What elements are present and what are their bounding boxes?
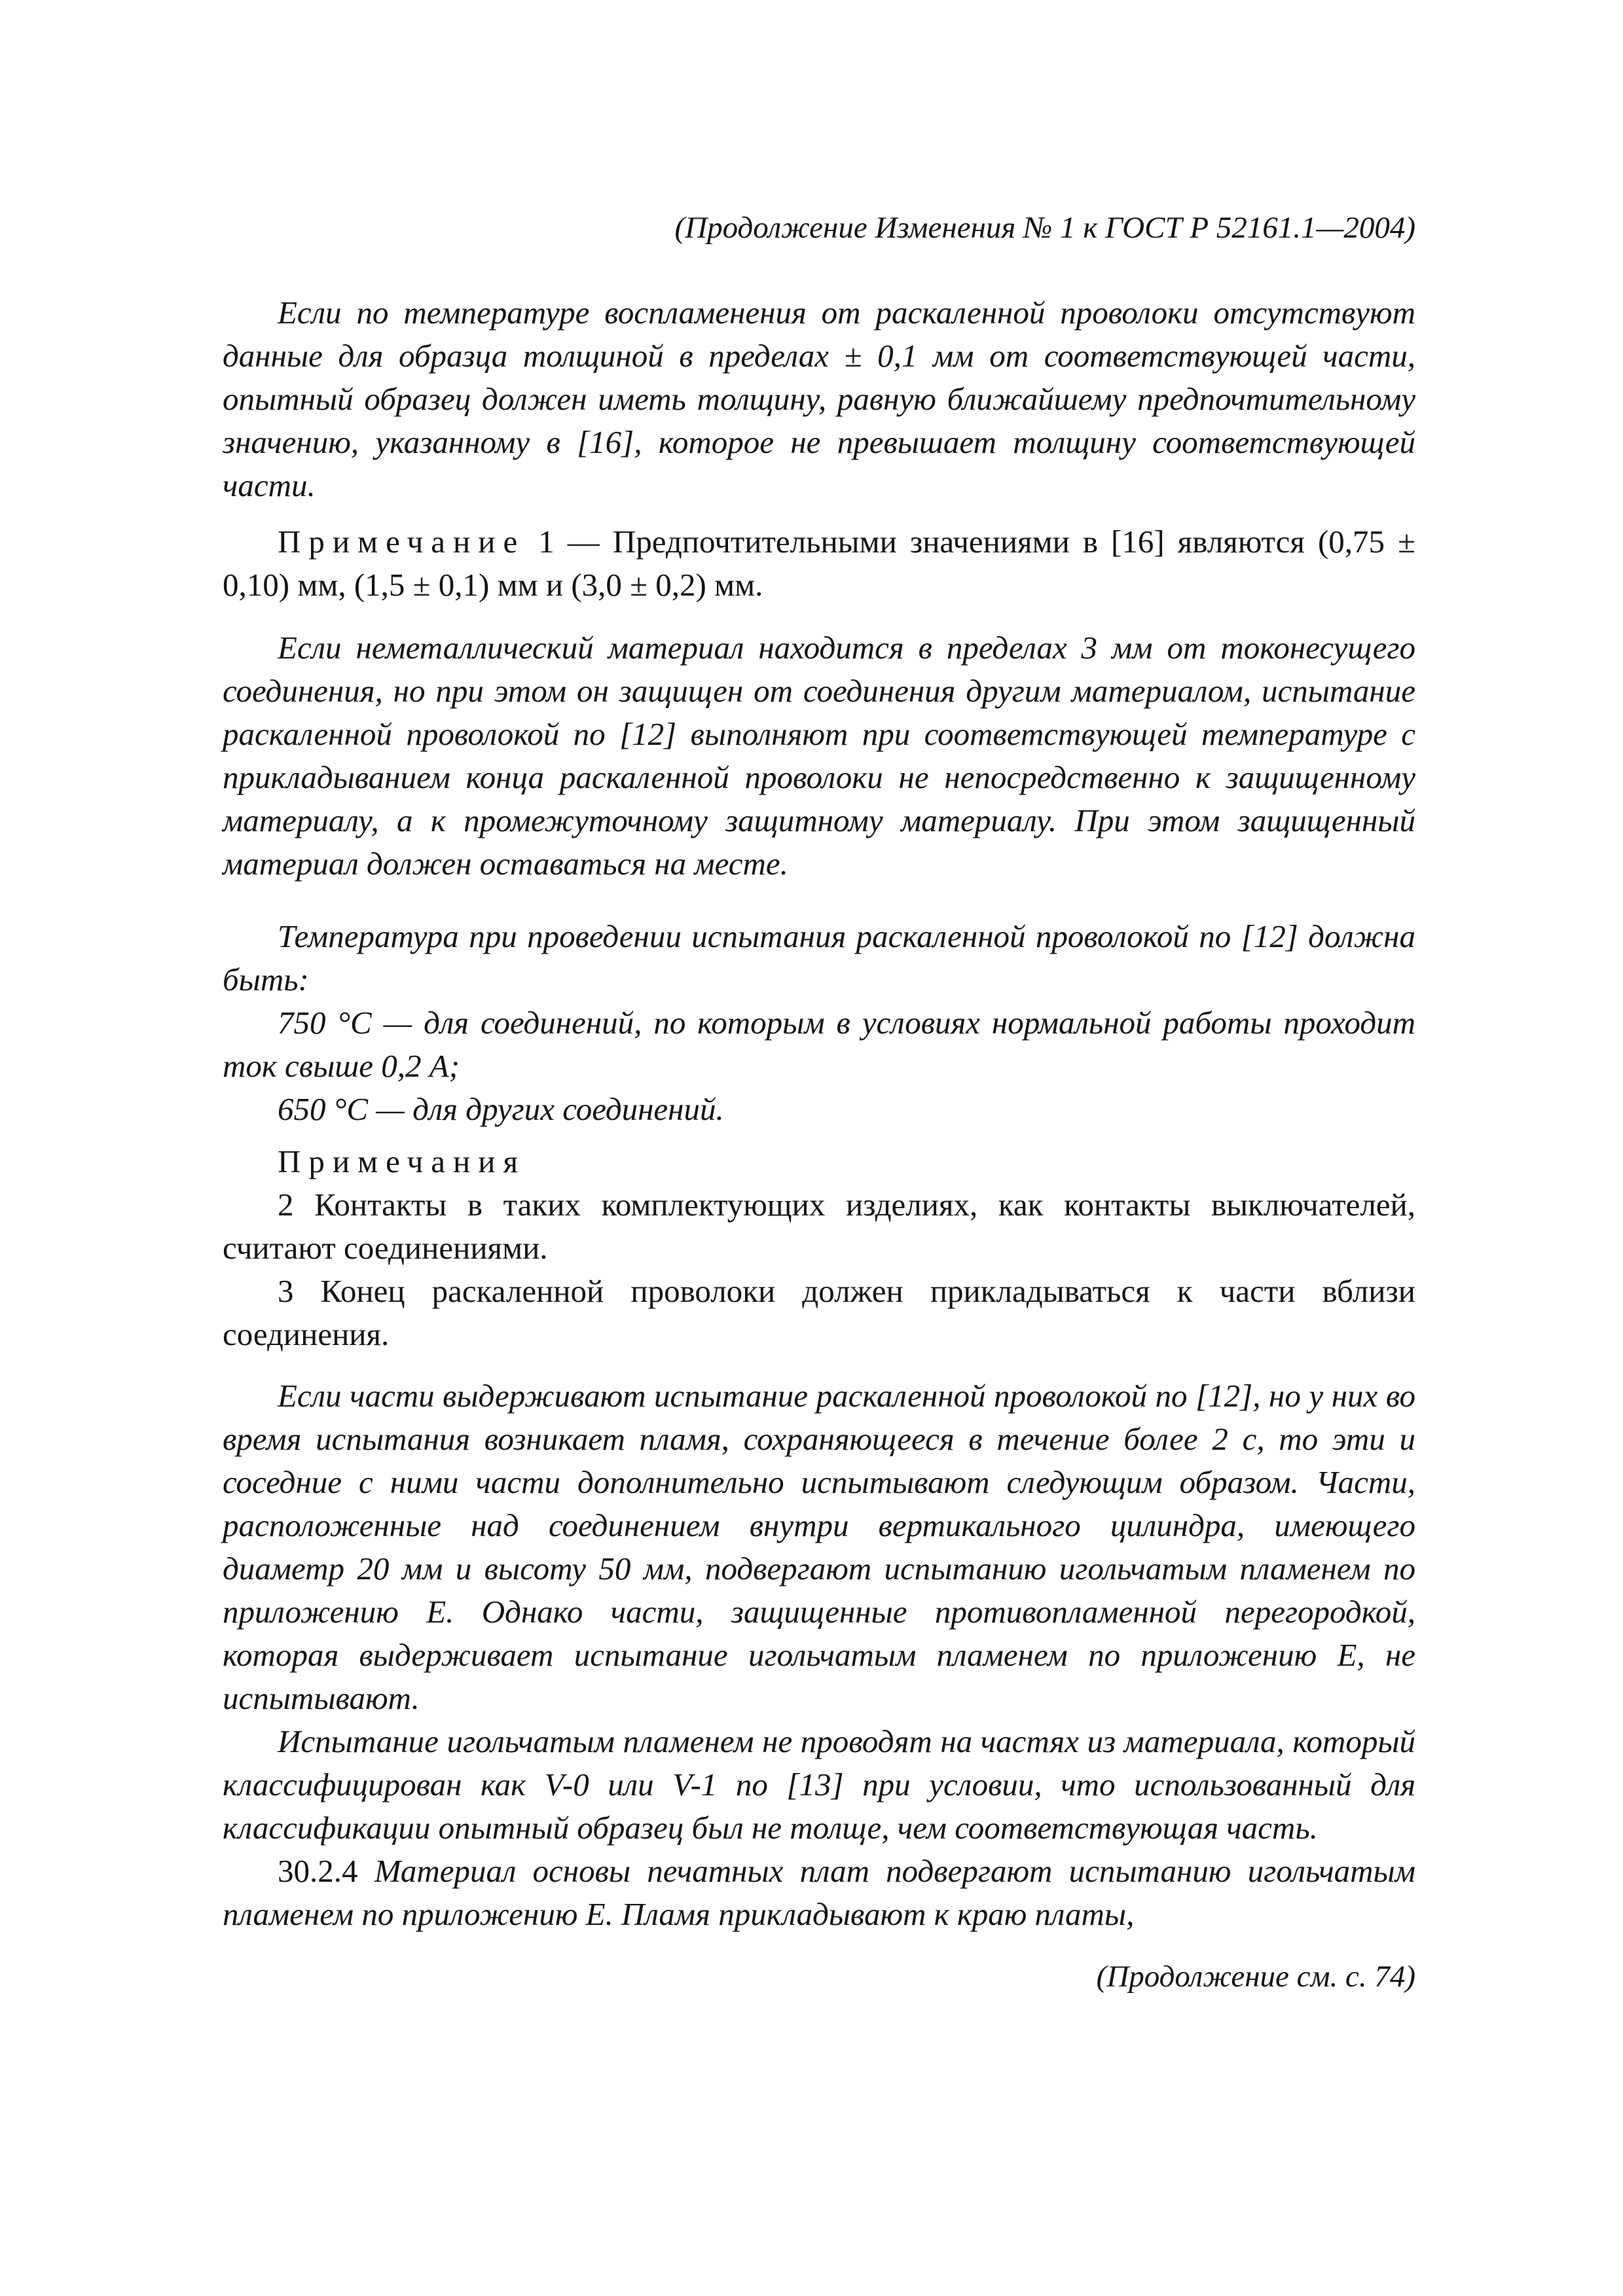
notes-2-3	[223, 1140, 1415, 1356]
paragraph-text: 650 °С — для других соединений.	[278, 1091, 724, 1127]
paragraph-text: Если неметаллический материал находится в пределах 3 мм от токонесущего соединения, но при этом он защищен от соединения другим материалом, испытание раскаленной проволокой по [12] выполняют при соответствующей температуре с прикладыванием конца раскаленной проволоки не непосредственно к защищенному материалу, а к промежуточному защитному материалу. При этом защищенный материал должен оставаться на месте.	[223, 630, 1415, 882]
note-1	[223, 520, 1415, 607]
paragraph-text: 750 °С — для соединений, по которым в условиях нормальной работы проходит ток свыше 0,2 А;	[223, 1005, 1415, 1084]
notes-label: Примечания	[278, 1143, 526, 1179]
paragraph-temperature	[223, 915, 1415, 1131]
paragraph-thickness	[223, 291, 1415, 507]
paragraph-flame	[223, 1374, 1415, 1936]
note-label: Примечание	[278, 524, 526, 560]
clause-text: Материал основы печатных плат подвергают испытанию игольчатым пламенем по приложению Е. Пламя прикладывают к краю платы,	[223, 1853, 1415, 1932]
note-2: 2 Контакты в таких комплектующих изделиях, как контакты выключателей, считают соединениями.	[223, 1187, 1415, 1266]
paragraph-protected-material	[223, 626, 1415, 886]
paragraph-text: Температура при проведении испытания раскаленной проволокой по [12] должна быть:	[223, 918, 1415, 997]
note-text: 1 — Предпочтительными значениями в [16] являются (0,75 ± 0,10) мм, (1,5 ± 0,1) мм и (3,0 ± 0,2) мм.	[223, 524, 1415, 603]
paragraph-text: Испытание игольчатым пламенем не проводят на частях из материала, который классифицирован как V-0 или V-1 по [13] при условии, что использованный для классификации опытный образец был не толще, чем соответствующая часть.	[223, 1723, 1415, 1846]
page-header: (Продолжение Изменения № 1 к ГОСТ Р 52161.1—2004)	[674, 211, 1415, 245]
paragraph-text: Если части выдерживают испытание раскаленной проволокой по [12], но у них во время испытания возникает пламя, сохраняющееся в течение более 2 с, то эти и соседние с ними части дополнительно испытывают следующим образом. Части, расположенные над соединением внутри вертикального цилиндра, имеющего диаметр 20 мм и высоту 50 мм, подвергают испытанию игольчатым пламенем по приложению Е. Однако части, защищенные противопламенной перегородкой, которая выдерживает испытание игольчатым пламенем по приложению Е, не испытывают.	[223, 1378, 1415, 1716]
page-footer: (Продолжение см. с. 74)	[1096, 1960, 1415, 1994]
note-3: 3 Конец раскаленной проволоки должен прикладываться к части вблизи соединения.	[223, 1273, 1415, 1352]
paragraph-text: Если по температуре воспламенения от раскаленной проволоки отсутствуют данные для образца толщиной в пределах ± 0,1 мм от соответствующей части, опытный образец должен иметь толщину, равную ближайшему предпочтительному значению, указанному в [16], которое не превышает толщину соответствующей части.	[223, 295, 1415, 503]
clause-number: 30.2.4	[278, 1853, 358, 1889]
